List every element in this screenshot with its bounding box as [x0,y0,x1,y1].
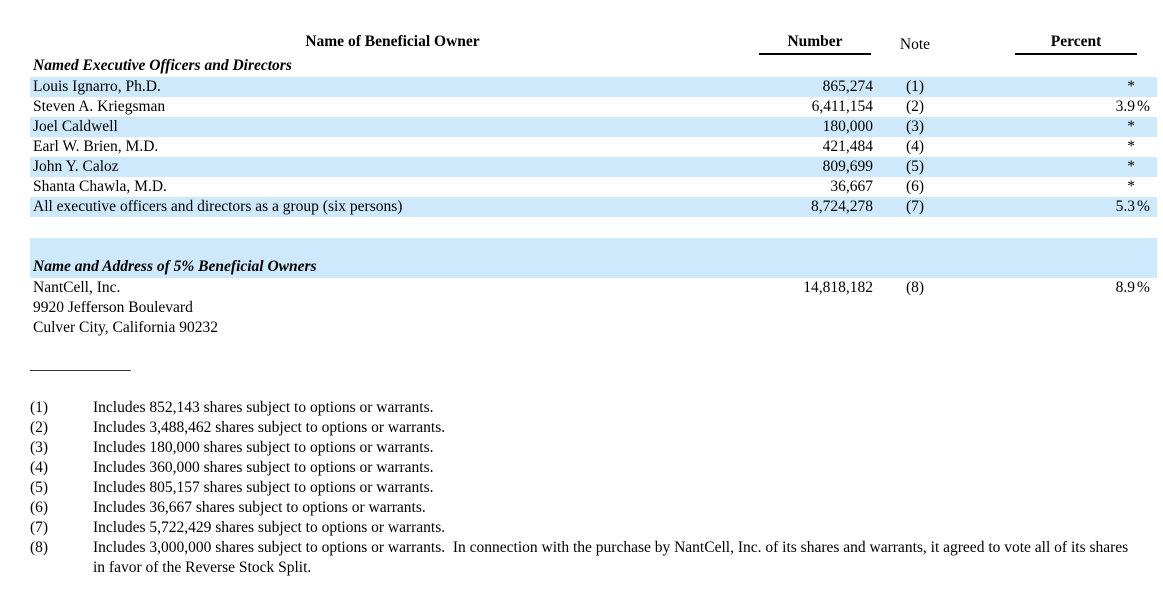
percent-value: * [1127,78,1135,95]
footnote-text: Includes 852,143 shares subject to options or warrants. [93,399,434,416]
footnote-row [30,458,1137,478]
column-header-number: Number [759,32,871,55]
note-reference: (3) [905,118,925,135]
percent-value: 5.3 [1115,198,1135,215]
owner-name: Shanta Chawla, M.D. [33,178,167,195]
percent-value: * [1127,118,1135,135]
percent-value: 8.9 [1115,279,1135,296]
note-reference: (4) [905,138,925,155]
note-reference: (7) [905,198,925,215]
shares-number: 180,000 [822,118,873,135]
note-reference: (2) [905,98,925,115]
owner-name: John Y. Caloz [33,158,119,175]
column-header-percent: Percent [1015,32,1137,55]
table-row [30,97,1157,117]
owner-name: All executive officers and directors as a group (six persons) [33,198,403,215]
percent-suffix: % [1137,279,1150,296]
footnote-label: (5) [30,479,49,496]
table-row [30,278,1157,298]
footnote-row [30,498,1137,518]
footnote-text: Includes 5,722,429 shares subject to options or warrants. [93,519,446,536]
table-row [30,318,1157,338]
footnote-label: (6) [30,499,49,516]
percent-suffix [1135,77,1157,97]
percent-suffix [1135,177,1157,197]
footnote-row [30,418,1137,438]
percent-value: * [1127,138,1135,155]
executives-table-rows [30,77,1157,217]
footnote-row [30,478,1137,498]
footnote-row [30,398,1137,418]
section-title-five-percent-owners: Name and Address of 5% Beneficial Owners [33,258,317,275]
owner-address-line: 9920 Jefferson Boulevard [33,299,193,316]
five-percent-owner-block [30,278,1157,338]
five-percent-band [30,238,1157,278]
owner-name: Louis Ignarro, Ph.D. [33,78,161,95]
footnote-text: Includes 180,000 shares subject to options or warrants. [93,439,434,456]
percent-suffix [1135,137,1157,157]
footnote-text: Includes 3,488,462 shares subject to options or warrants. [93,419,446,436]
footnote-label: (3) [30,439,49,456]
footnote-divider: _____________ [30,356,131,373]
footnote-label: (8) [30,539,49,556]
owner-name: NantCell, Inc. [33,279,121,296]
note-reference: (8) [905,279,925,296]
footnote-label: (2) [30,419,49,436]
shares-number: 36,667 [830,178,873,195]
note-reference: (6) [905,178,925,195]
footnote-text: Includes 805,157 shares subject to options or warrants. [93,479,434,496]
table-row [30,177,1157,197]
column-header-percent-cell [955,32,1157,55]
footnote-text: Includes 360,000 shares subject to options or warrants. [93,459,434,476]
percent-value: * [1127,178,1135,195]
shares-number: 8,724,278 [811,198,873,215]
footnote-label: (7) [30,519,49,536]
footnote-row [30,538,1137,578]
section-title-executives: Named Executive Officers and Directors [33,57,292,74]
table-row [30,137,1157,157]
note-reference: (1) [905,78,925,95]
percent-suffix [1135,157,1157,177]
footnote-row [30,518,1137,538]
owner-name: Joel Caldwell [33,118,118,135]
footnote-text: Includes 36,667 shares subject to options or warrants. [93,499,426,516]
shares-number: 809,699 [822,158,873,175]
owner-address-line: Culver City, California 90232 [33,319,218,336]
footnotes-list [30,398,1137,578]
owner-name: Steven A. Kriegsman [33,98,166,115]
table-row [30,117,1157,137]
shares-number: 14,818,182 [803,279,873,296]
percent-value: 3.9 [1115,98,1135,115]
footnote-label: (1) [30,399,49,416]
column-header-number-cell [755,32,875,55]
owner-name: Earl W. Brien, M.D. [33,138,159,155]
column-header-name: Name of Beneficial Owner [305,33,480,50]
footnote-label: (4) [30,459,49,476]
shares-number: 865,274 [822,78,873,95]
shares-number: 421,484 [822,138,873,155]
table-row [30,298,1157,318]
note-reference: (5) [905,158,925,175]
footnote-row [30,438,1137,458]
table-header-row [30,32,1157,55]
shares-number: 6,411,154 [811,98,873,115]
percent-suffix [1135,117,1157,137]
footnote-text: Includes 3,000,000 shares subject to options or warrants. In connection with the purchase by NantCell, Inc. of its shares and warrants, it agreed to vote all of its shares in favor of the Reverse Stock Split. [93,539,1133,576]
table-row [30,77,1157,97]
percent-suffix: % [1137,198,1150,215]
table-row [30,157,1157,177]
column-header-note: Note [899,36,931,53]
table-row [30,197,1157,217]
percent-value: * [1127,158,1135,175]
percent-suffix: % [1137,98,1150,115]
